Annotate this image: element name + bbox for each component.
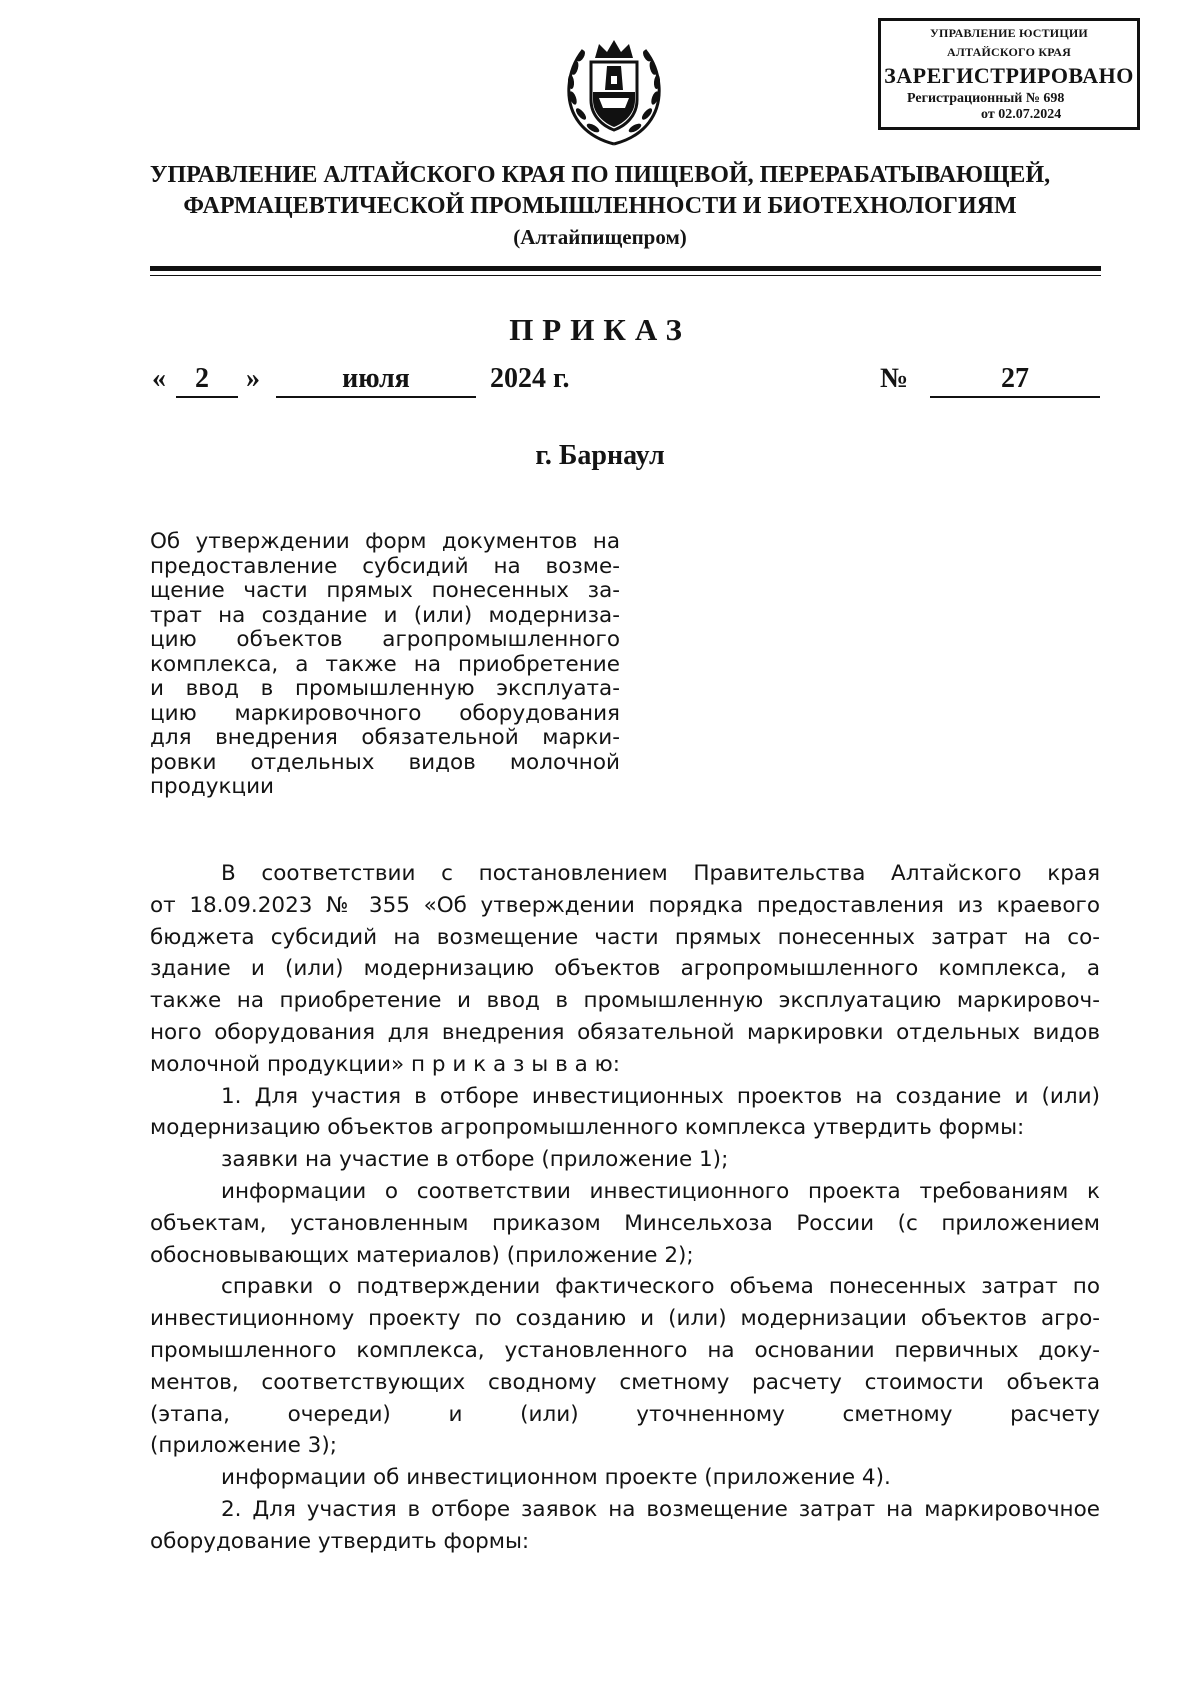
stamp-org-line2: АЛТАЙСКОГО КРАЯ — [947, 45, 1071, 59]
subject-line: для внедрения обязательной марки- — [150, 725, 620, 750]
body-line: (приложение 3); — [150, 1433, 337, 1459]
subject-line: ровки отдельных видов молочной — [150, 749, 620, 775]
subject-line: цию объектов агропромышленного — [150, 627, 620, 652]
body-line: информации об инвестиционном проекте (приложение 4). — [221, 1465, 891, 1491]
subject-line: цию маркировочного оборудования — [150, 700, 620, 726]
date-quote-close: » — [246, 363, 260, 394]
body-line: бюджета субсидий на возмещение части прямых понесенных затрат на со- — [150, 924, 1100, 950]
body-line: информации о соответствии инвестиционного проекта требованиям к — [221, 1178, 1100, 1204]
city: г. Барнаул — [535, 440, 665, 471]
body-line: ного оборудования для внедрения обязательной маркировки отдельных видов — [150, 1019, 1100, 1045]
body-line: объектам, установленным приказом Минсельхоза России (с приложением — [150, 1210, 1100, 1236]
subject-line: продукции — [150, 774, 275, 799]
stamp-reg-date: от 02.07.2024 — [981, 107, 1062, 122]
body-line: молочной продукции» п р и к а з ы в а ю: — [150, 1051, 620, 1077]
subject-line: щение части прямых понесенных за- — [150, 578, 620, 603]
order-body — [150, 858, 1100, 1558]
day-underline — [176, 396, 238, 398]
order-year: 2024 г. — [490, 363, 570, 394]
body-line: справки о подтверждении фактического объема понесенных затрат по — [221, 1274, 1100, 1300]
body-line: инвестиционному проекту по созданию и (или) модернизации объектов агро- — [150, 1306, 1100, 1332]
stamp-org-line1: УПРАВЛЕНИЕ ЮСТИЦИИ — [930, 26, 1088, 40]
body-line: также на приобретение и ввод в промышленную эксплуатацию маркировоч- — [150, 988, 1100, 1014]
subject-line: предоставление субсидий на возме- — [150, 553, 620, 579]
coat-of-arms-icon — [563, 36, 665, 148]
month-underline — [276, 396, 476, 398]
organization-short-name: (Алтайпищепром) — [513, 225, 687, 249]
document-type: ПРИКАЗ — [509, 312, 691, 347]
subject-line: комплекса, а также на приобретение — [150, 651, 620, 677]
body-line: заявки на участие в отборе (приложение 1); — [221, 1147, 729, 1173]
body-line: ментов, соответствующих сводному сметному расчету стоимости объекта — [150, 1369, 1100, 1395]
body-line: промышленного комплекса, установленного на основании первичных доку- — [150, 1337, 1100, 1363]
organization-title — [100, 160, 1100, 222]
registration-stamp — [878, 18, 1140, 130]
subject-line: и ввод в промышленную эксплуата- — [150, 676, 620, 701]
body-line: модернизацию объектов агропромышленного комплекса утвердить формы: — [150, 1115, 1025, 1141]
body-line: (этапа, очереди) и (или) уточненному сметному расчету — [150, 1401, 1100, 1427]
body-line: В соответствии с постановлением Правительства Алтайского края — [221, 861, 1100, 886]
organization-title-line2: ФАРМАЦЕВТИЧЕСКОЙ ПРОМЫШЛЕННОСТИ И БИОТЕХНОЛОГИЯМ — [183, 193, 1017, 219]
order-month: июля — [342, 363, 410, 394]
body-line: 1. Для участия в отборе инвестиционных проектов на создание и (или) — [221, 1083, 1100, 1109]
body-line: от 18.09.2023 № 355 «Об утверждении порядка предоставления из краевого — [150, 892, 1100, 918]
order-subject — [150, 530, 620, 800]
body-line: обосновывающих материалов) (приложение 2); — [150, 1242, 694, 1268]
subject-line: Об утверждении форм документов на — [150, 529, 620, 554]
organization-title-line1: УПРАВЛЕНИЕ АЛТАЙСКОГО КРАЯ ПО ПИЩЕВОЙ, ПЕРЕРАБАТЫВАЮЩЕЙ, — [149, 162, 1051, 188]
order-day: 2 — [195, 363, 209, 394]
header-divider-thick — [150, 266, 1101, 271]
number-sign: № — [880, 363, 909, 394]
stamp-status: ЗАРЕГИСТРИРОВАНО — [884, 63, 1134, 88]
order-number: 27 — [1001, 363, 1029, 394]
subject-line: трат на создание и (или) модерниза- — [150, 602, 620, 628]
date-quote-open: « — [152, 363, 166, 394]
header-divider-thin — [150, 275, 1101, 276]
number-underline — [930, 396, 1100, 398]
body-line: 2. Для участия в отборе заявок на возмещение затрат на маркировочное — [221, 1496, 1100, 1522]
stamp-reg-number: Регистрационный № 698 — [907, 91, 1065, 106]
body-line: оборудование утвердить формы: — [150, 1528, 530, 1554]
body-line: здание и (или) модернизацию объектов агропромышленного комплекса, а — [150, 956, 1100, 982]
